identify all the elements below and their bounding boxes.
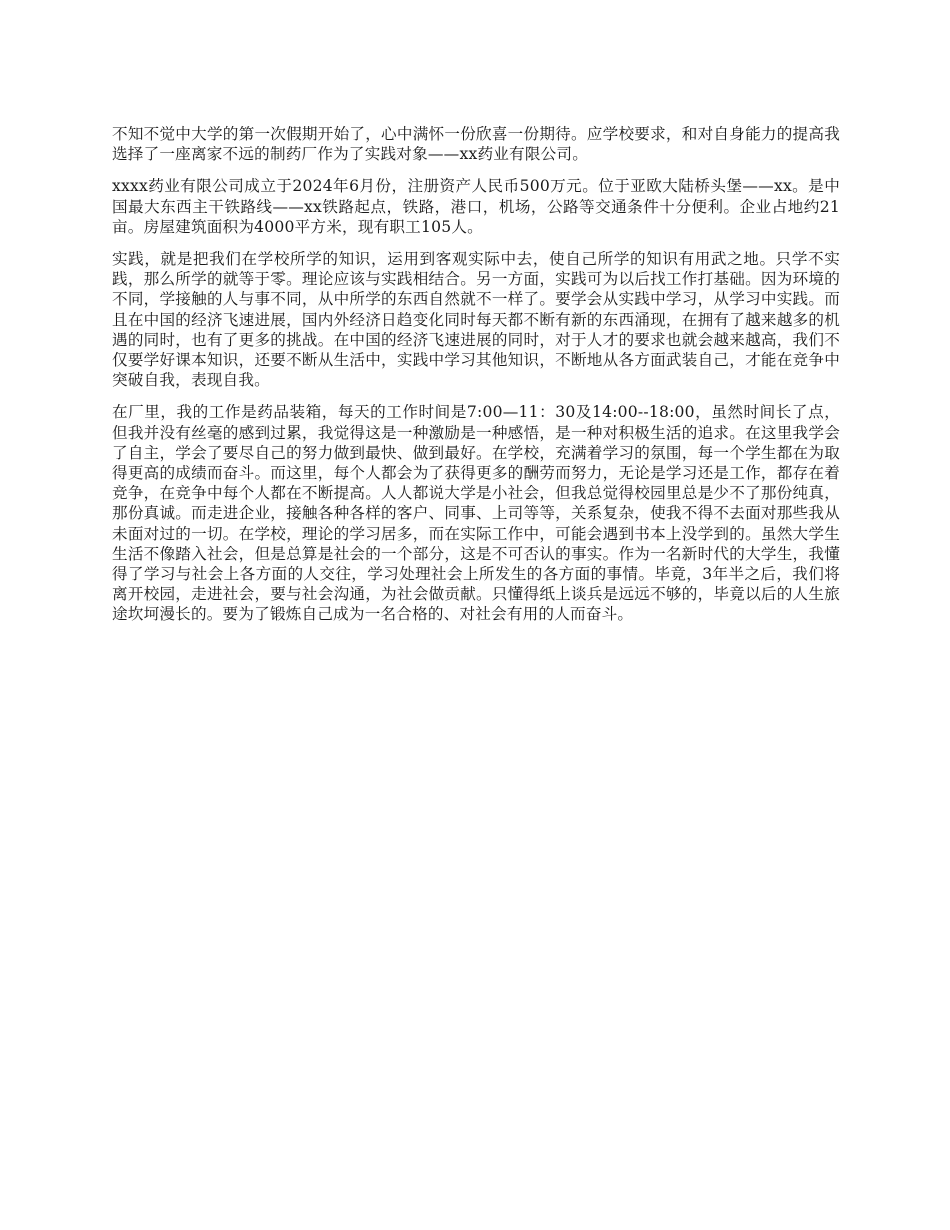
paragraph-intro: 不知不觉中大学的第一次假期开始了，心中满怀一份欣喜一份期待。应学校要求，和对自身能力的提高我选择了一座离家不远的制药厂作为了实践对象——xx药业有限公司。 <box>112 125 840 164</box>
paragraph-company-profile: xxxx药业有限公司成立于2024年6月份，注册资产人民币500万元。位于亚欧大陆桥头堡——xx。是中国最大东西主干铁路线——xx铁路起点，铁路，港口，机场，公路等交通条件十分便利。企业占地约21亩。房屋建筑面积为4000平方米，现有职工105人。 <box>112 177 840 236</box>
paragraph-factory-work: 在厂里，我的工作是药品装箱，每天的工作时间是7:00—11：30及14:00--18:00，虽然时间长了点，但我并没有丝毫的感到过累，我觉得这是一种激励是一种感悟，是一种对积极生活的追求。在这里我学会了自主，学会了要尽自己的努力做到最快、做到最好。在学校，充满着学习的氛围，每一个学生都在为取得更高的成绩而奋斗。而这里，每个人都会为了获得更多的酬劳而努力，无论是学习还是工作，都存在着竞争，在竞争中每个人都在不断提高。人人都说大学是小社会，但我总觉得校园里总是少不了那份纯真，那份真诚。而走进企业，接触各种各样的客户、同事、上司等等，关系复杂，使我不得不去面对那些我从未面对过的一切。在学校，理论的学习居多，而在实际工作中，可能会遇到书本上没学到的。虽然大学生生活不像踏入社会，但是总算是社会的一个部分，这是不可否认的事实。作为一名新时代的大学生，我懂得了学习与社会上各方面的人交往，学习处理社会上所发生的各方面的事情。毕竟，3年半之后，我们将离开校园，走进社会，要与社会沟通，为社会做贡献。只懂得纸上谈兵是远远不够的，毕竟以后的人生旅途坎坷漫长的。要为了锻炼自己成为一名合格的、对社会有用的人而奋斗。 <box>112 403 840 624</box>
paragraph-practice-meaning: 实践，就是把我们在学校所学的知识，运用到客观实际中去，使自己所学的知识有用武之地。只学不实践，那么所学的就等于零。理论应该与实践相结合。另一方面，实践可为以后找工作打基础。因为环境的不同，学接触的人与事不同，从中所学的东西自然就不一样了。要学会从实践中学习，从学习中实践。而且在中国的经济飞速进展，国内外经济日趋变化同时每天都不断有新的东西涌现，在拥有了越来越多的机遇的同时，也有了更多的挑战。在中国的经济飞速进展的同时，对于人才的要求也就会越来越高，我们不仅要学好课本知识，还要不断从生活中，实践中学习其他知识，不断地从各方面武装自己，才能在竞争中突破自我，表现自我。 <box>112 250 840 390</box>
document-body <box>112 124 840 637</box>
